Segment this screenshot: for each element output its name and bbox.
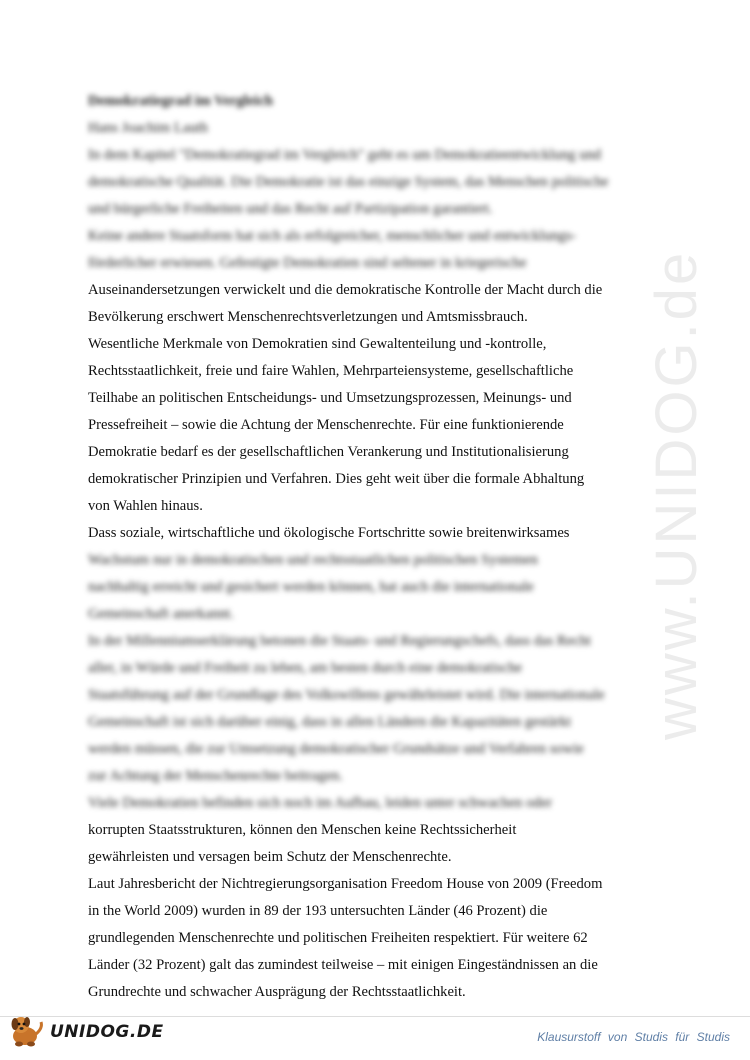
document-title: Demokratiegrad im Vergleich [88, 93, 273, 109]
paragraph-line: gewährleisten und versagen beim Schutz der Menschenrechte. [88, 849, 452, 865]
paragraph-line: Grundrechte und schwacher Ausprägung der Rechtsstaatlichkeit. [88, 984, 466, 1000]
blurred-paragraph-line: und bürgerliche Freiheiten und das Recht auf Partizipation garantiert. [88, 201, 493, 217]
blurred-paragraph-line: aller, in Würde und Freiheit zu leben, am besten durch eine demokratische [88, 660, 522, 676]
paragraph-line: Pressefreiheit – sowie die Achtung der Menschenrechte. Für eine funktionierende [88, 417, 564, 433]
blurred-paragraph-line: In der Millenniumserklärung betonen die Staats- und Regierungschefs, dass das Recht [88, 633, 591, 649]
paragraph-line: Demokratie bedarf es der gesellschaftlichen Verankerung und Institutionalisierung [88, 444, 569, 460]
paragraph-line: Rechtsstaatlichkeit, freie und faire Wahlen, Mehrparteiensysteme, gesellschaftliche [88, 363, 574, 379]
footer-tagline: Klausurstoff von Studis für Studis [537, 1030, 730, 1044]
document-author: Hans Joachim Lauth [88, 120, 208, 136]
paragraph-line: Dass soziale, wirtschaftliche und ökologische Fortschritte sowie breitenwirksames [88, 525, 570, 541]
paragraph-line: grundlegenden Menschenrechte und politischen Freiheiten respektiert. Für weitere 62 [88, 930, 588, 946]
paragraph-line: Teilhabe an politischen Entscheidungs- und Umsetzungsprozessen, Meinungs- und [88, 390, 572, 406]
paragraph-line: Wesentliche Merkmale von Demokratien sind Gewaltenteilung und -kontrolle, [88, 336, 547, 352]
unidog-logo [6, 1012, 164, 1052]
blurred-paragraph-line: zur Achtung der Menschenrechte beitragen. [88, 768, 343, 784]
paragraph-line: demokratischer Prinzipien und Verfahren. Dies geht weit über die formale Abhaltung [88, 471, 585, 487]
paragraph-line: Laut Jahresbericht der Nichtregierungsorganisation Freedom House von 2009 (Freedom [88, 876, 603, 892]
paragraph-line: in the World 2009) wurden in 89 der 193 untersuchten Länder (46 Prozent) die [88, 903, 548, 919]
blurred-paragraph-line: Staatsführung auf der Grundlage des Volkswillens gewährleistet wird. Die internationale [88, 687, 605, 703]
blurred-paragraph-line: Gemeinschaft ist sich darüber einig, dass in allen Ländern die Kapazitäten gestärkt [88, 714, 572, 730]
blurred-paragraph-line: Keine andere Staatsform hat sich als erfolgreicher, menschlicher und entwicklungs- [88, 228, 577, 244]
blurred-paragraph-line: Wachstum nur in demokratischen und rechtsstaatlichen politischen Systemen [88, 552, 538, 568]
blurred-paragraph-line: Viele Demokratien befinden sich noch im Aufbau, leiden unter schwachen oder [88, 795, 552, 811]
blurred-paragraph-line: förderlicher erwiesen. Gefestigte Demokratien sind seltener in kriegerische [88, 255, 527, 271]
dog-mascot-icon [6, 1012, 46, 1053]
document-body [88, 88, 668, 1006]
blurred-paragraph-line: werden müssen, die zur Umsetzung demokratischer Grundsätze und Verfahren sowie [88, 741, 584, 757]
watermark: www.UNIDOG.de [644, 249, 709, 740]
blurred-paragraph-line: nachhaltig erreicht und gesichert werden können, hat auch die internationale [88, 579, 534, 595]
blurred-paragraph-line: In dem Kapitel "Demokratiegrad im Vergleich" geht es um Demokratieentwicklung und [88, 147, 602, 163]
paragraph-line: von Wahlen hinaus. [88, 498, 203, 514]
paragraph-line: Auseinandersetzungen verwickelt und die demokratische Kontrolle der Macht durch die [88, 282, 603, 298]
paragraph-line: Bevölkerung erschwert Menschenrechtsverletzungen und Amtsmissbrauch. [88, 309, 528, 325]
paragraph-line: korrupten Staatsstrukturen, können den Menschen keine Rechtssicherheit [88, 822, 517, 838]
paragraph-line: Länder (32 Prozent) galt das zumindest teilweise – mit einigen Eingeständnissen an die [88, 957, 598, 973]
blurred-paragraph-line: Gemeinschaft anerkannt. [88, 606, 234, 622]
blurred-paragraph-line: demokratische Qualität. Die Demokratie ist das einzige System, das Menschen politische [88, 174, 609, 190]
logo-text: UNIDOG.DE [50, 1022, 164, 1042]
